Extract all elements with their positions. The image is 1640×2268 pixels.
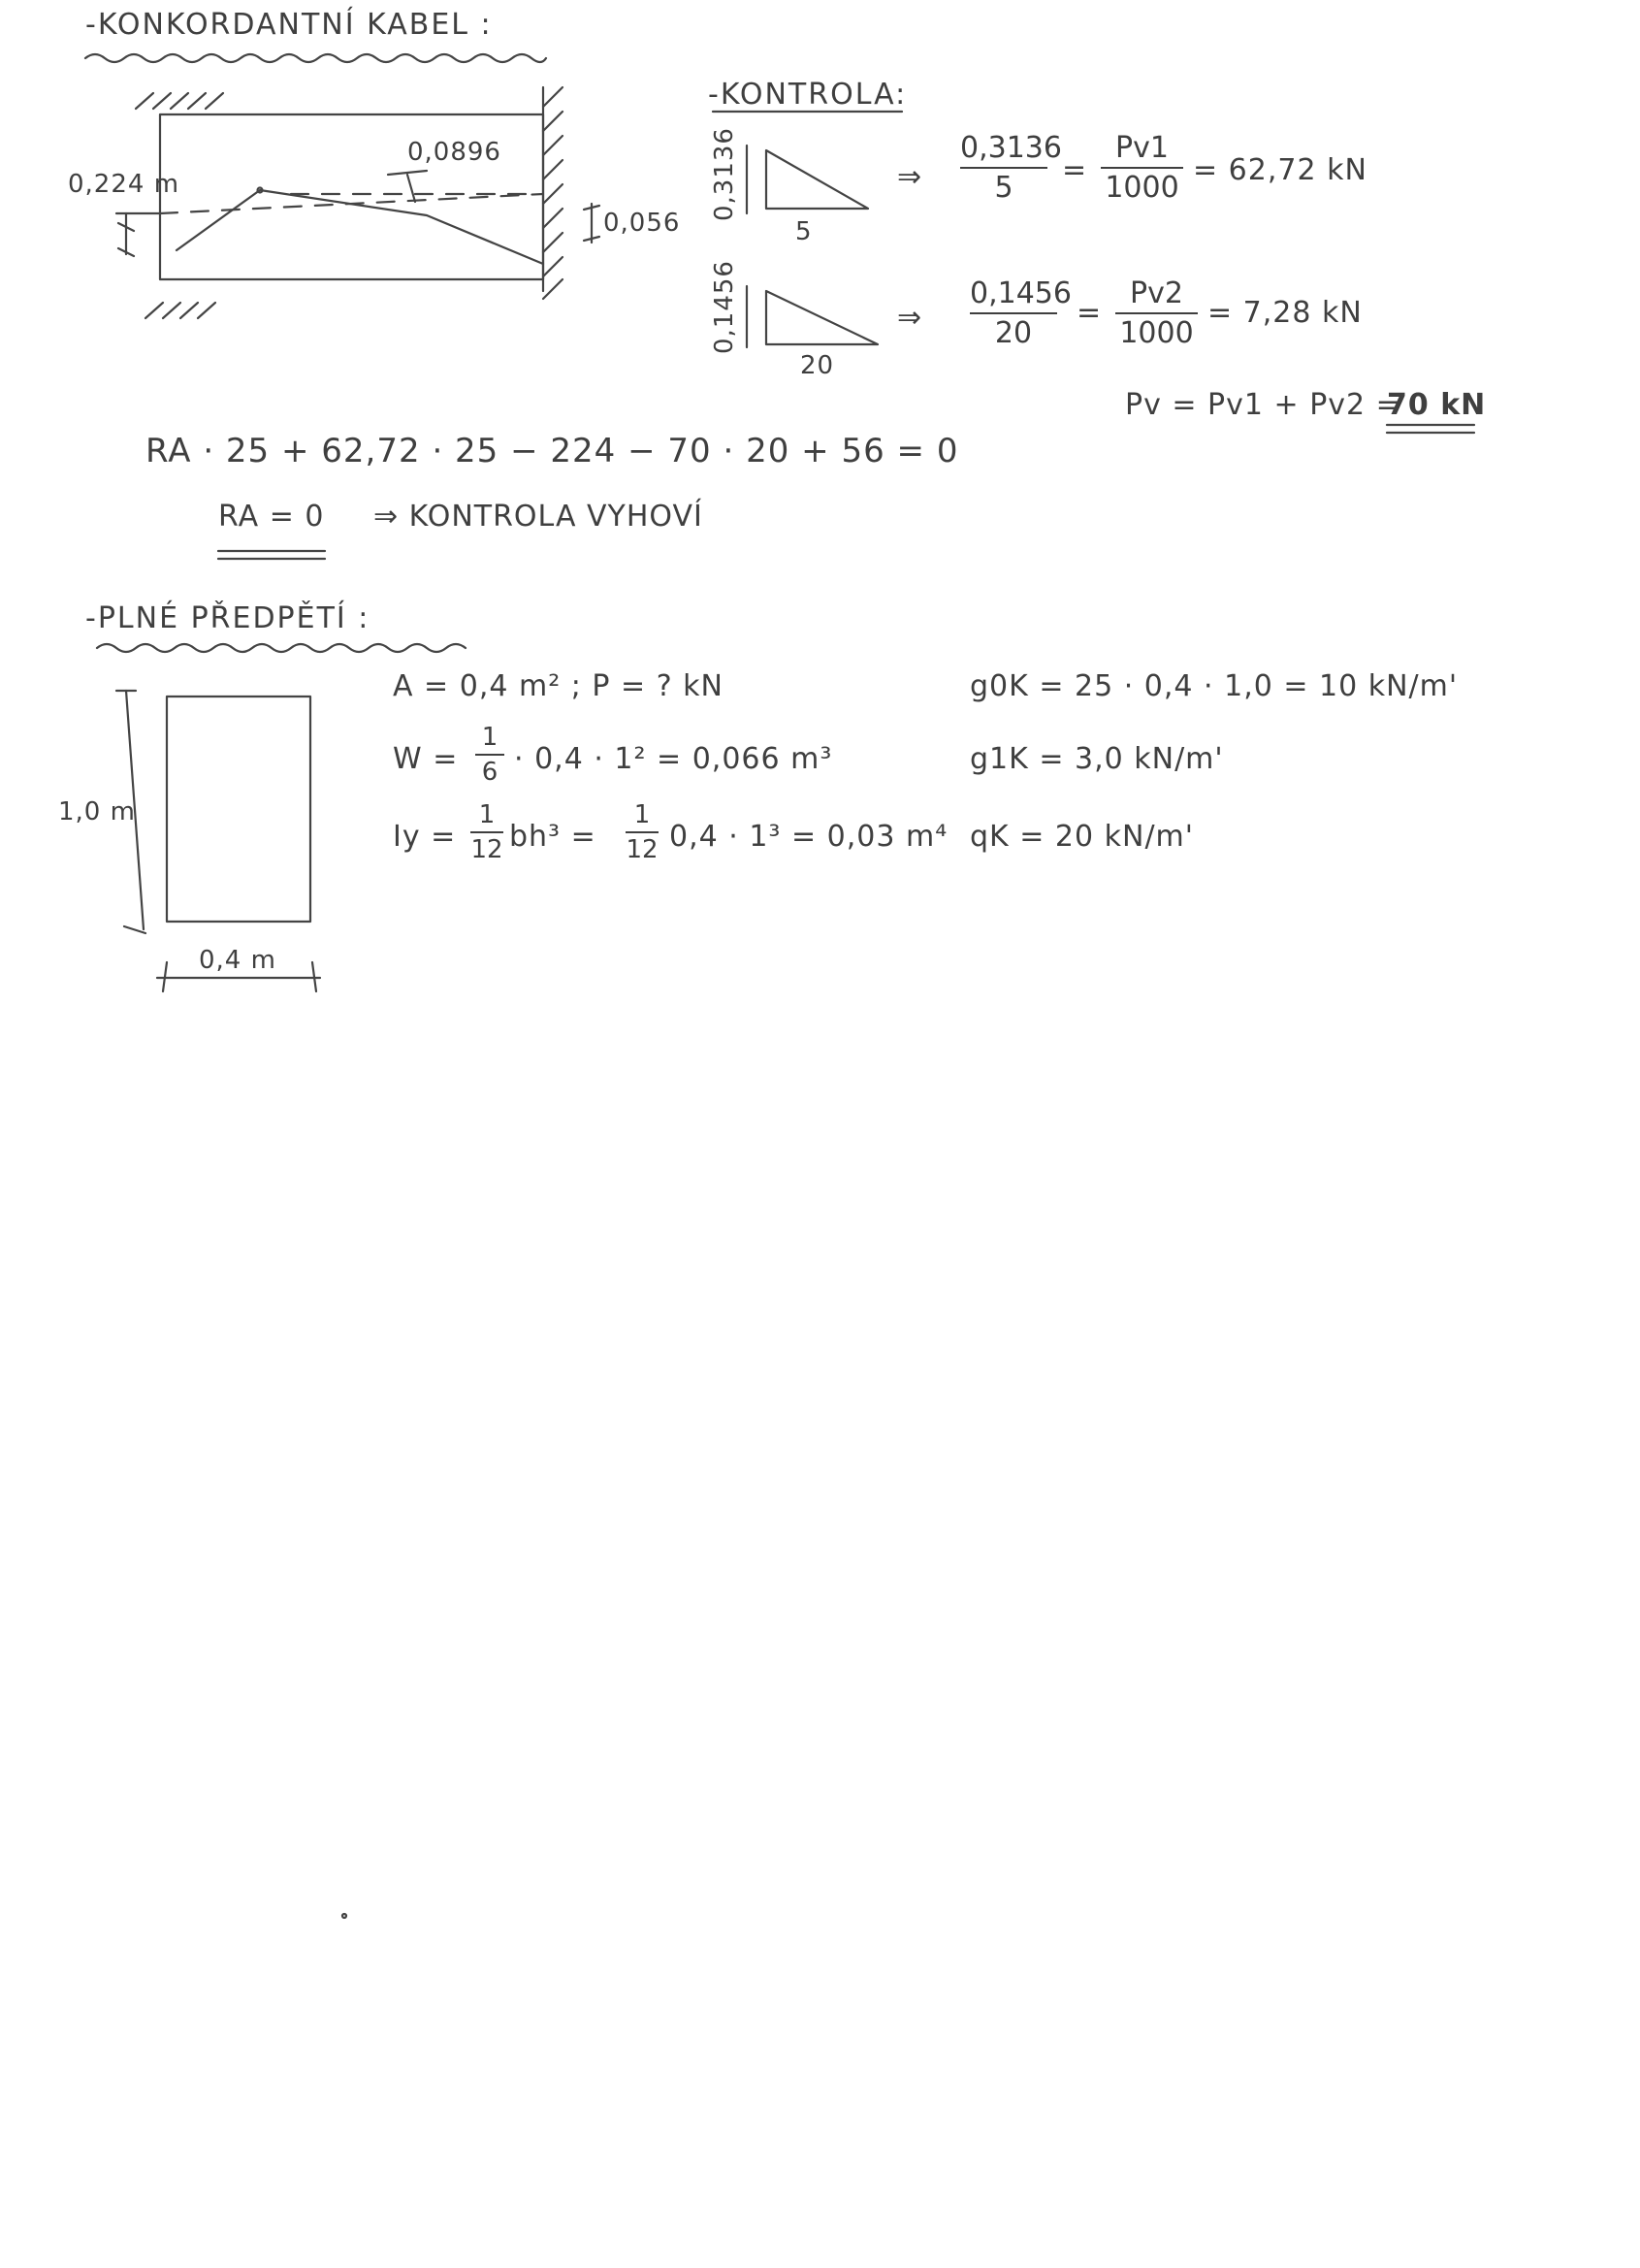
title-underline-wave-2 xyxy=(97,644,466,652)
eq2-fraction-left: 0,1456 20 xyxy=(970,276,1072,350)
i-equation-mid: bh³ = xyxy=(509,820,596,854)
tri2-horizontal-label: 20 xyxy=(800,351,835,380)
section-height-label: 1,0 m xyxy=(58,797,136,826)
eq1-arrow: ⇒ xyxy=(897,160,923,194)
eq1-fraction-left: 0,3136 5 xyxy=(960,131,1062,205)
section-title-konkordantni: -KONKORDANTNÍ KABEL : xyxy=(85,8,493,42)
pv-sum: Pv = Pv1 + Pv2 = xyxy=(1125,388,1401,422)
triangle-2 xyxy=(747,286,878,347)
title-underline-wave xyxy=(85,54,546,62)
eq1-fraction-right: Pv1 1000 xyxy=(1101,131,1183,205)
i-equation-right: 0,4 · 1³ = 0,03 m⁴ xyxy=(669,820,949,854)
section-title-plne-predpeti: -PLNÉ PŘEDPĚTÍ : xyxy=(85,601,370,635)
dim-label-left: 0,224 m xyxy=(68,170,180,199)
eq2-arrow: ⇒ xyxy=(897,301,923,335)
i-equation-fraction-2: 1 12 xyxy=(626,800,659,864)
tri2-vertical-label: 0,1456 xyxy=(710,260,739,354)
dim-label-right: 0,056 xyxy=(603,209,681,238)
dim-label-mid: 0,0896 xyxy=(407,138,501,167)
pv-sum-value: 70 kN xyxy=(1387,388,1487,422)
w-equation-right: · 0,4 · 1² = 0,066 m³ xyxy=(514,742,833,776)
qk-equation: qK = 20 kN/m' xyxy=(970,820,1195,854)
area-equation: A = 0,4 m² ; P = ? kN xyxy=(393,669,724,703)
g0k-equation: g0K = 25 · 0,4 · 1,0 = 10 kN/m' xyxy=(970,669,1459,703)
tri1-horizontal-label: 5 xyxy=(795,217,813,246)
kontrola-result: ⇒ KONTROLA VYHOVÍ xyxy=(373,500,703,534)
w-equation-fraction: 1 6 xyxy=(475,723,504,787)
eq2-fraction-right: Pv2 1000 xyxy=(1115,276,1198,350)
tri1-vertical-label: 0,3136 xyxy=(710,127,739,221)
equilibrium-equation: RA · 25 + 62,72 · 25 − 224 − 70 · 20 + 56 = 0 xyxy=(145,432,959,470)
eq1-result: = 62,72 kN xyxy=(1193,153,1367,187)
ra-result: RA = 0 xyxy=(218,500,325,534)
i-equation-fraction-1: 1 12 xyxy=(470,800,503,864)
eq2-result: = 7,28 kN xyxy=(1207,296,1363,330)
triangle-1 xyxy=(747,146,868,213)
eq1-equals: = xyxy=(1062,153,1088,187)
i-equation-left: Iy = xyxy=(393,820,457,854)
beam-diagram xyxy=(116,87,599,318)
g1k-equation: g1K = 3,0 kN/m' xyxy=(970,742,1224,776)
eq2-equals: = xyxy=(1077,296,1103,330)
section-title-kontrola: -KONTROLA: xyxy=(708,78,908,112)
w-equation-left: W = xyxy=(393,742,459,776)
section-width-label: 0,4 m xyxy=(199,946,276,975)
